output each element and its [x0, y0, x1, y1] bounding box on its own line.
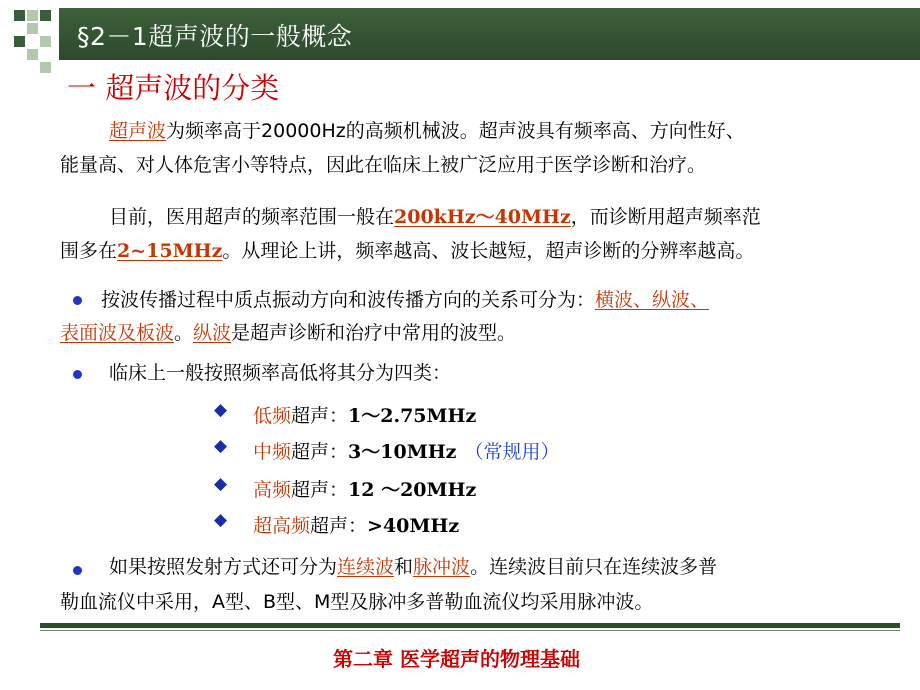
para1-line2: 能量高、对人体危害小等特点，因此在临床上被广泛应用于医学诊断和治疗。 — [60, 154, 707, 176]
diamond-icon: ◆ — [214, 474, 228, 494]
footer-divider-thin — [40, 630, 900, 631]
range-diagnostic: 2~15MHz — [117, 240, 223, 262]
bullet1-line2: 表面波及板波。纵波是超声诊断和治疗中常用的波型。 — [60, 322, 517, 344]
para1-line1: 超声波为频率高于20000Hz的高频机械波。超声波具有频率高、方向性好、 — [109, 120, 745, 142]
title-bar — [59, 8, 920, 60]
range-medical: 200kHz～40MHz — [394, 206, 571, 228]
section-heading: 一 超声波的分类 — [67, 71, 280, 105]
bullet1-line1: 按波传播过程中质点振动方向和波传播方向的关系可分为：横波、纵波、 — [101, 289, 710, 311]
para2-line1: 目前，医用超声的频率范围一般在200kHz～40MHz，而诊断用超声频率范 — [109, 206, 761, 228]
freq-item: 高频超声：12 ～20MHz — [253, 479, 477, 501]
footer-chapter-title: 第二章 医学超声的物理基础 — [333, 647, 580, 671]
slide-title: §2－1超声波的一般概念 — [77, 22, 353, 51]
decor-square — [27, 23, 38, 34]
decor-square — [27, 10, 38, 21]
decor-square — [14, 10, 25, 21]
diamond-icon: ◆ — [214, 436, 228, 456]
decor-square — [27, 49, 38, 60]
bullet-dot — [73, 296, 82, 305]
bullet2-text: 临床上一般按照频率高低将其分为四类： — [109, 362, 452, 384]
bullet-dot — [73, 370, 82, 379]
diamond-icon: ◆ — [214, 400, 228, 420]
decor-square — [14, 36, 25, 47]
bullet3-line1: 如果按照发射方式还可分为连续波和脉冲波。连续波目前只在连续波多普 — [109, 556, 718, 578]
freq-item: 中频超声：3～10MHz （常规用） — [253, 441, 560, 463]
footer-divider — [40, 623, 900, 628]
decor-square — [40, 10, 51, 21]
diamond-icon: ◆ — [214, 510, 228, 530]
para2-line2: 围多在2~15MHz。从理论上讲，频率越高、波长越短，超声诊断的分辨率越高。 — [60, 240, 755, 262]
freq-item: 超高频超声：>40MHz — [253, 515, 460, 537]
decor-square — [40, 36, 51, 47]
bullet-dot — [73, 566, 82, 575]
decor-square — [40, 62, 51, 73]
term-ultrasound: 超声波 — [109, 120, 167, 142]
freq-item: 低频超声：1～2.75MHz — [253, 405, 477, 427]
bullet3-line2: 勒血流仪中采用，A型、B型、M型及脉冲多普勒血流仪均采用脉冲波。 — [60, 591, 654, 613]
